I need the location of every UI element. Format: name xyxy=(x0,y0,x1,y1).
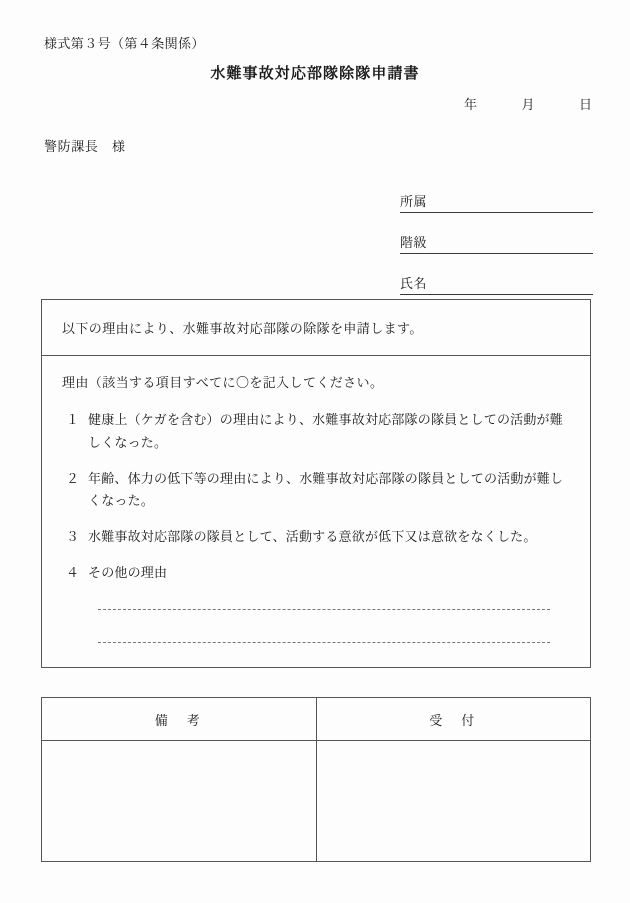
reason-text-2: 年齢、体力の低下等の理由により、水難事故対応部隊の隊員としての活動が難しくなった。 xyxy=(88,470,564,509)
reason-text-4: その他の理由 xyxy=(88,564,168,580)
signature-label-rank: 階級 xyxy=(400,235,428,250)
reason-number-3: ３ xyxy=(66,529,80,544)
reason-number-2: ２ xyxy=(66,470,80,486)
date-year-label: 年 xyxy=(463,97,477,112)
reason-number-1: １ xyxy=(66,412,80,427)
free-text-line-1[interactable] xyxy=(98,609,550,610)
free-text-lines xyxy=(62,595,572,643)
reason-number-4: ４ xyxy=(66,564,80,580)
date-month-label: 月 xyxy=(521,97,535,112)
reason-heading: 理由（該当する項目すべてに〇を記入してください。 xyxy=(62,375,384,390)
form-number: 様式第３号（第４条関係） xyxy=(44,36,205,51)
signature-field-name[interactable] xyxy=(400,254,593,295)
office-use-table xyxy=(41,697,591,862)
signature-label-name: 氏名 xyxy=(400,276,428,291)
free-text-line-2[interactable] xyxy=(98,642,550,643)
table-cell-reception[interactable] xyxy=(316,741,591,862)
signature-field-rank[interactable] xyxy=(400,213,593,254)
declaration-text: 以下の理由により、水難事故対応部隊の除隊を申請します。 xyxy=(42,300,590,356)
reason-text-1: 健康上（ケガを含む）の理由により、水難事故対応部隊の隊員としての活動が難しくなった。 xyxy=(88,412,563,450)
table-cell-remarks[interactable] xyxy=(42,741,317,862)
table-header-reception: 受 付 xyxy=(316,698,591,741)
reason-box xyxy=(41,299,591,668)
reason-item-2[interactable] xyxy=(62,468,572,514)
table-row xyxy=(42,741,591,862)
reason-body xyxy=(42,356,590,667)
reason-item-3[interactable] xyxy=(62,526,572,549)
addressee-line: 警防課長 様 xyxy=(44,139,126,154)
page-title: 水難事故対応部隊除隊申請書 xyxy=(210,66,420,82)
signature-field-affiliation[interactable] xyxy=(400,172,593,213)
date-day-label: 日 xyxy=(578,97,592,112)
table-header-row xyxy=(42,698,591,741)
reason-text-3: 水難事故対応部隊の隊員として、活動する意欲が低下又は意欲をなくした。 xyxy=(88,529,537,544)
reason-item-1[interactable] xyxy=(62,409,572,455)
signature-block xyxy=(400,172,593,295)
signature-label-affiliation: 所属 xyxy=(400,194,428,209)
table-header-remarks: 備 考 xyxy=(42,698,317,741)
date-line xyxy=(464,94,592,113)
reason-item-4[interactable] xyxy=(62,562,572,585)
